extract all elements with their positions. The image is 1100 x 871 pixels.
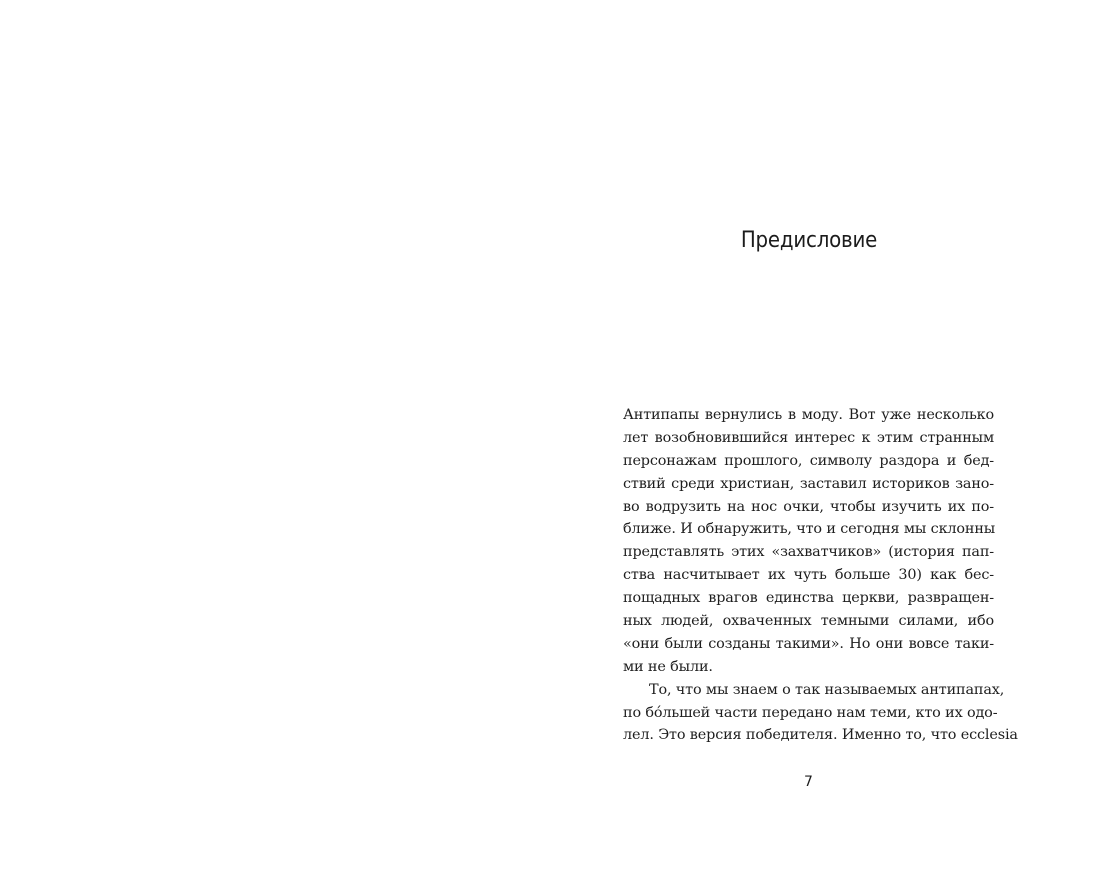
text-line: ми не были. bbox=[623, 658, 713, 675]
text-line: представлять этих «захватчиков» (история пап- bbox=[623, 544, 994, 561]
text-line: персонажам прошлого, символу раздора и бед- bbox=[623, 452, 994, 469]
text-line: ства насчитывает их чуть больше 30) как бес- bbox=[623, 567, 994, 584]
text-line: ствий среди христиан, заставил историков зано- bbox=[623, 475, 994, 492]
text-line: лет возобновившийся интерес к этим странным bbox=[623, 429, 994, 446]
text-line: во водрузить на нос очки, чтобы изучить их по- bbox=[623, 498, 994, 515]
page-number: 7 bbox=[804, 774, 813, 790]
body-text bbox=[623, 404, 1018, 747]
paragraph-1 bbox=[623, 404, 994, 679]
text-line: по бóльшей части передано нам теми, кто их одо- bbox=[623, 704, 998, 721]
text-line: «они были созданы такими». Но они вовсе таки- bbox=[623, 635, 994, 652]
text-line: Антипапы вернулись в моду. Вот уже несколько bbox=[623, 407, 994, 423]
text-line: ближе. И обнаружить, что и сегодня мы склонны bbox=[623, 521, 996, 538]
text-line: пощадных врагов единства церкви, развращен- bbox=[623, 590, 994, 607]
paragraph-2 bbox=[623, 679, 1018, 748]
text-line: ных людей, охваченных темными силами, ибо bbox=[623, 613, 994, 630]
text-line: лел. Это версия победителя. Именно то, что ecclesia bbox=[623, 727, 1018, 744]
chapter-title: Предисловие bbox=[740, 228, 878, 253]
text-line: То, что мы знаем о так называемых антипапах, bbox=[649, 681, 1005, 698]
